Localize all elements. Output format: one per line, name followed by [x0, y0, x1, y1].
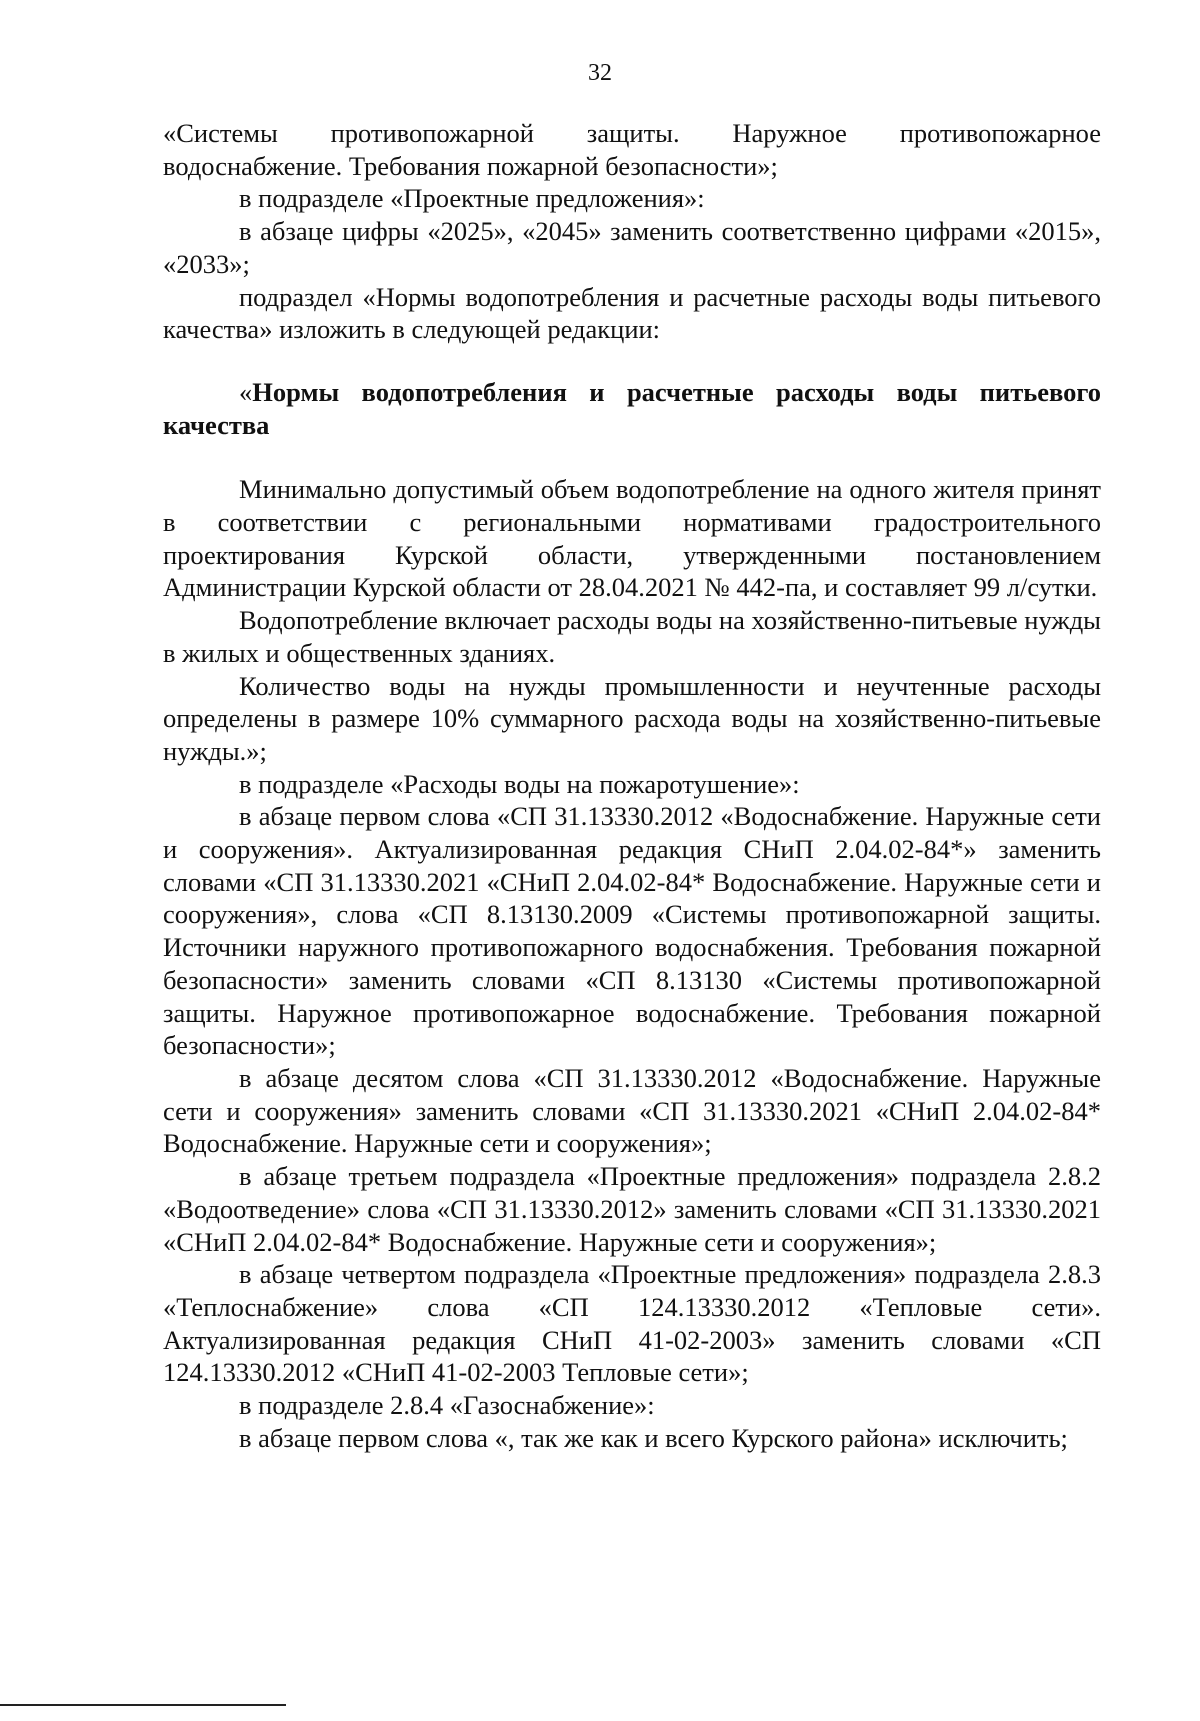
paragraph-main-7: в абзаце третьем подраздела «Проектные предложения» подраздела 2.8.2 «Водоотведение» слова «СП 31.13330.2012» заменить словами «СП 31.13330.2021 «СНиП 2.04.02-84* Водоснабжение. Наружные сети и сооружения»; — [163, 1161, 1101, 1257]
paragraph-main-2: Водопотребление включает расходы воды на хозяйственно-питьевые нужды в жилых и общественных зданиях. — [163, 605, 1101, 668]
paragraph-main-6: в абзаце десятом слова «СП 31.13330.2012 «Водоснабжение. Наружные сети и сооружения» заменить словами «СП 31.13330.2021 «СНиП 2.04.02-84* Водоснабжение. Наружные сети и сооружения»; — [163, 1062, 1101, 1159]
paragraph-main-5: в абзаце первом слова «СП 31.13330.2012 «Водоснабжение. Наружные сети и сооружения». Актуализированная редакция СНиП 2.04.02-84*» заменить словами «СП 31.13330.2021 «СНиП 2.04.02-84* Водоснабжение. Наружные сети и сооружения», слова «СП 8.13130.2009 «Системы противопожарной защиты. Источники наружного противопожарного водоснабжения. Требования пожарной безопасности» заменить словами «СП 8.13130 «Системы противопожарной защиты. Наружное противопожарное водоснабжение. Требования пожарной безопасности»; — [163, 801, 1101, 1061]
paragraph-intro-2: в подразделе «Проектные предложения»: — [239, 183, 705, 214]
heading-text: Нормы водопотребления и расчетные расходы воды питьевого качества — [163, 376, 1101, 440]
paragraph-main-4: в подразделе «Расходы воды на пожаротушение»: — [239, 768, 800, 799]
paragraph-main-9: в подразделе 2.8.4 «Газоснабжение»: — [239, 1390, 655, 1421]
paragraph-main-3: Количество воды на нужды промышленности и неучтенные расходы определены в размере 10% суммарного расхода воды на хозяйственно-питьевые нужды.»; — [163, 670, 1101, 766]
spacer — [163, 346, 1101, 376]
paragraph-main-1: Минимально допустимый объем водопотребление на одного жителя принят в соответствии с региональными нормативами градостроительного проектирования Курской области, утвержденными постановлением Администрации Курской области от 28.04.2021 № 442-па, и составляет 99 л/сутки. — [163, 474, 1101, 603]
spacer — [163, 441, 1101, 473]
paragraph-intro-3: в абзаце цифры «2025», «2045» заменить соответственно цифрами «2015», «2033»; — [163, 216, 1101, 279]
paragraph-intro-1: «Системы противопожарной защиты. Наружное противопожарное водоснабжение. Требования пожарной безопасности»; — [163, 118, 1101, 181]
heading-open-quote: « — [239, 376, 253, 407]
paragraph-main-10: в абзаце первом слова «, так же как и всего Курского района» исключить; — [239, 1422, 1068, 1453]
page-number: 32 — [588, 60, 612, 86]
paragraph-main-8: в абзаце четвертом подраздела «Проектные предложения» подраздела 2.8.3 «Теплоснабжение» слова «СП 124.13330.2012 «Тепловые сети». Актуализированная редакция СНиП 41-02-2003» заменить словами «СП 124.13330.2012 «СНиП 41-02-2003 Тепловые сети»; — [163, 1259, 1101, 1388]
section-heading — [163, 376, 1101, 441]
paragraph-intro-4: подраздел «Нормы водопотребления и расчетные расходы воды питьевого качества» изложить в следующей редакции: — [163, 281, 1101, 345]
document-body — [163, 117, 1101, 1454]
footer-rule — [0, 1704, 286, 1706]
